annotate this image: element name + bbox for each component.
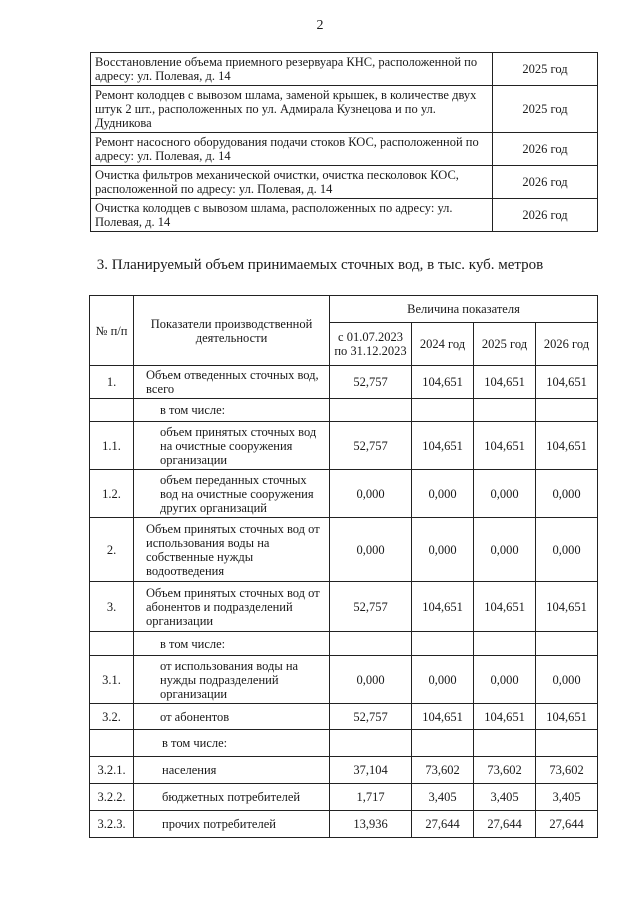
row-value: [536, 730, 598, 757]
row-value: 1,717: [330, 784, 412, 811]
row-number: 3.: [90, 582, 134, 632]
row-value: [330, 632, 412, 656]
row-value: 52,757: [330, 582, 412, 632]
row-value: 0,000: [474, 470, 536, 518]
row-indicator: Объем отведенных сточных вод, всего: [134, 366, 330, 399]
row-indicator: в том числе:: [134, 399, 330, 422]
table-row: [90, 632, 598, 656]
table-row: [90, 518, 598, 582]
row-value: 27,644: [536, 811, 598, 838]
row-number: 3.2.: [90, 704, 134, 730]
row-value: 104,651: [536, 422, 598, 470]
row-indicator: от абонентов: [134, 704, 330, 730]
measure-row: [91, 199, 598, 232]
row-indicator: бюджетных потребителей: [134, 784, 330, 811]
row-value: 104,651: [412, 422, 474, 470]
measure-year: 2025 год: [493, 86, 598, 133]
row-indicator: в том числе:: [134, 632, 330, 656]
row-value: 27,644: [474, 811, 536, 838]
table-row: [90, 704, 598, 730]
row-value: 0,000: [412, 470, 474, 518]
measure-year: 2025 год: [493, 53, 598, 86]
header-period: 2026 год: [536, 323, 598, 366]
measure-name: Очистка фильтров механической очистки, очистка песколовок КОС, расположенной по адресу: ул. Полевая, д. 14: [91, 166, 493, 199]
table-row: [90, 366, 598, 399]
row-value: [474, 632, 536, 656]
row-value: 0,000: [474, 518, 536, 582]
measure-row: [91, 166, 598, 199]
table-row: [90, 811, 598, 838]
row-value: 104,651: [474, 582, 536, 632]
row-value: [474, 399, 536, 422]
measure-row: [91, 86, 598, 133]
row-value: [412, 399, 474, 422]
measure-row: [91, 133, 598, 166]
row-number: 1.2.: [90, 470, 134, 518]
row-number: 2.: [90, 518, 134, 582]
header-num: № п/п: [90, 296, 134, 366]
row-number: [90, 399, 134, 422]
row-indicator: объем принятых сточных вод на очистные сооружения организации: [134, 422, 330, 470]
row-value: 3,405: [474, 784, 536, 811]
row-value: [536, 399, 598, 422]
row-value: [536, 632, 598, 656]
row-value: 0,000: [536, 470, 598, 518]
table-row: [90, 757, 598, 784]
section-title: 3. Планируемый объем принимаемых сточных вод, в тыс. куб. метров: [96, 257, 544, 273]
measure-year: 2026 год: [493, 133, 598, 166]
row-value: 52,757: [330, 704, 412, 730]
row-indicator: объем переданных сточных вод на очистные сооружения других организаций: [134, 470, 330, 518]
table-row: [90, 582, 598, 632]
row-value: 104,651: [474, 366, 536, 399]
row-number: 3.2.3.: [90, 811, 134, 838]
row-value: [412, 632, 474, 656]
table-row: [90, 730, 598, 757]
wastewater-volume-table: [89, 295, 598, 838]
row-number: 1.1.: [90, 422, 134, 470]
header-period: 2024 год: [412, 323, 474, 366]
row-number: [90, 730, 134, 757]
row-value: 104,651: [536, 582, 598, 632]
header-indicator: Показатели производственной деятельности: [134, 296, 330, 366]
row-number: [90, 632, 134, 656]
row-value: 104,651: [536, 704, 598, 730]
row-value: 0,000: [536, 656, 598, 704]
row-value: 0,000: [330, 470, 412, 518]
measure-year: 2026 год: [493, 166, 598, 199]
table-row: [90, 399, 598, 422]
row-value: 13,936: [330, 811, 412, 838]
row-value: 0,000: [330, 656, 412, 704]
header-value-group: Величина показателя: [330, 296, 598, 323]
row-value: [412, 730, 474, 757]
row-value: 52,757: [330, 422, 412, 470]
row-number: 3.1.: [90, 656, 134, 704]
header-period: с 01.07.2023 по 31.12.2023: [330, 323, 412, 366]
measure-year: 2026 год: [493, 199, 598, 232]
row-indicator: от использования воды на нужды подразделений организации: [134, 656, 330, 704]
row-indicator: населения: [134, 757, 330, 784]
table-row: [90, 784, 598, 811]
measure-name: Восстановление объема приемного резервуара КНС, расположенной по адресу: ул. Полевая, д. 14: [91, 53, 493, 86]
row-value: 3,405: [536, 784, 598, 811]
row-indicator: Объем принятых сточных вод от использования воды на собственные нужды водоотведения: [134, 518, 330, 582]
row-number: 1.: [90, 366, 134, 399]
table-row: [90, 470, 598, 518]
row-value: 0,000: [330, 518, 412, 582]
row-value: 3,405: [412, 784, 474, 811]
row-value: [474, 730, 536, 757]
table-row: [90, 422, 598, 470]
row-value: [330, 730, 412, 757]
row-value: 104,651: [474, 704, 536, 730]
row-indicator: прочих потребителей: [134, 811, 330, 838]
measure-name: Ремонт насосного оборудования подачи стоков КОС, расположенной по адресу: ул. Полевая, д. 14: [91, 133, 493, 166]
measures-table: [90, 52, 598, 232]
row-value: 0,000: [536, 518, 598, 582]
row-value: 52,757: [330, 366, 412, 399]
row-value: [330, 399, 412, 422]
measure-row: [91, 53, 598, 86]
row-value: 0,000: [474, 656, 536, 704]
table-row: [90, 656, 598, 704]
header-period: 2025 год: [474, 323, 536, 366]
row-value: 73,602: [536, 757, 598, 784]
row-value: 73,602: [412, 757, 474, 784]
row-value: 37,104: [330, 757, 412, 784]
row-value: 104,651: [474, 422, 536, 470]
measure-name: Ремонт колодцев с вывозом шлама, заменой крышек, в количестве двух штук 2 шт., расположенных по ул. Адмирала Кузнецова и по ул. Дудникова: [91, 86, 493, 133]
row-number: 3.2.2.: [90, 784, 134, 811]
row-value: 104,651: [412, 366, 474, 399]
page-number: 2: [316, 18, 324, 33]
row-value: 0,000: [412, 518, 474, 582]
row-value: 104,651: [412, 704, 474, 730]
row-indicator: Объем принятых сточных вод от абонентов и подразделений организации: [134, 582, 330, 632]
row-number: 3.2.1.: [90, 757, 134, 784]
row-value: 104,651: [412, 582, 474, 632]
row-value: 73,602: [474, 757, 536, 784]
row-indicator: в том числе:: [134, 730, 330, 757]
row-value: 0,000: [412, 656, 474, 704]
row-value: 104,651: [536, 366, 598, 399]
measure-name: Очистка колодцев с вывозом шлама, расположенных по адресу: ул. Полевая, д. 14: [91, 199, 493, 232]
row-value: 27,644: [412, 811, 474, 838]
